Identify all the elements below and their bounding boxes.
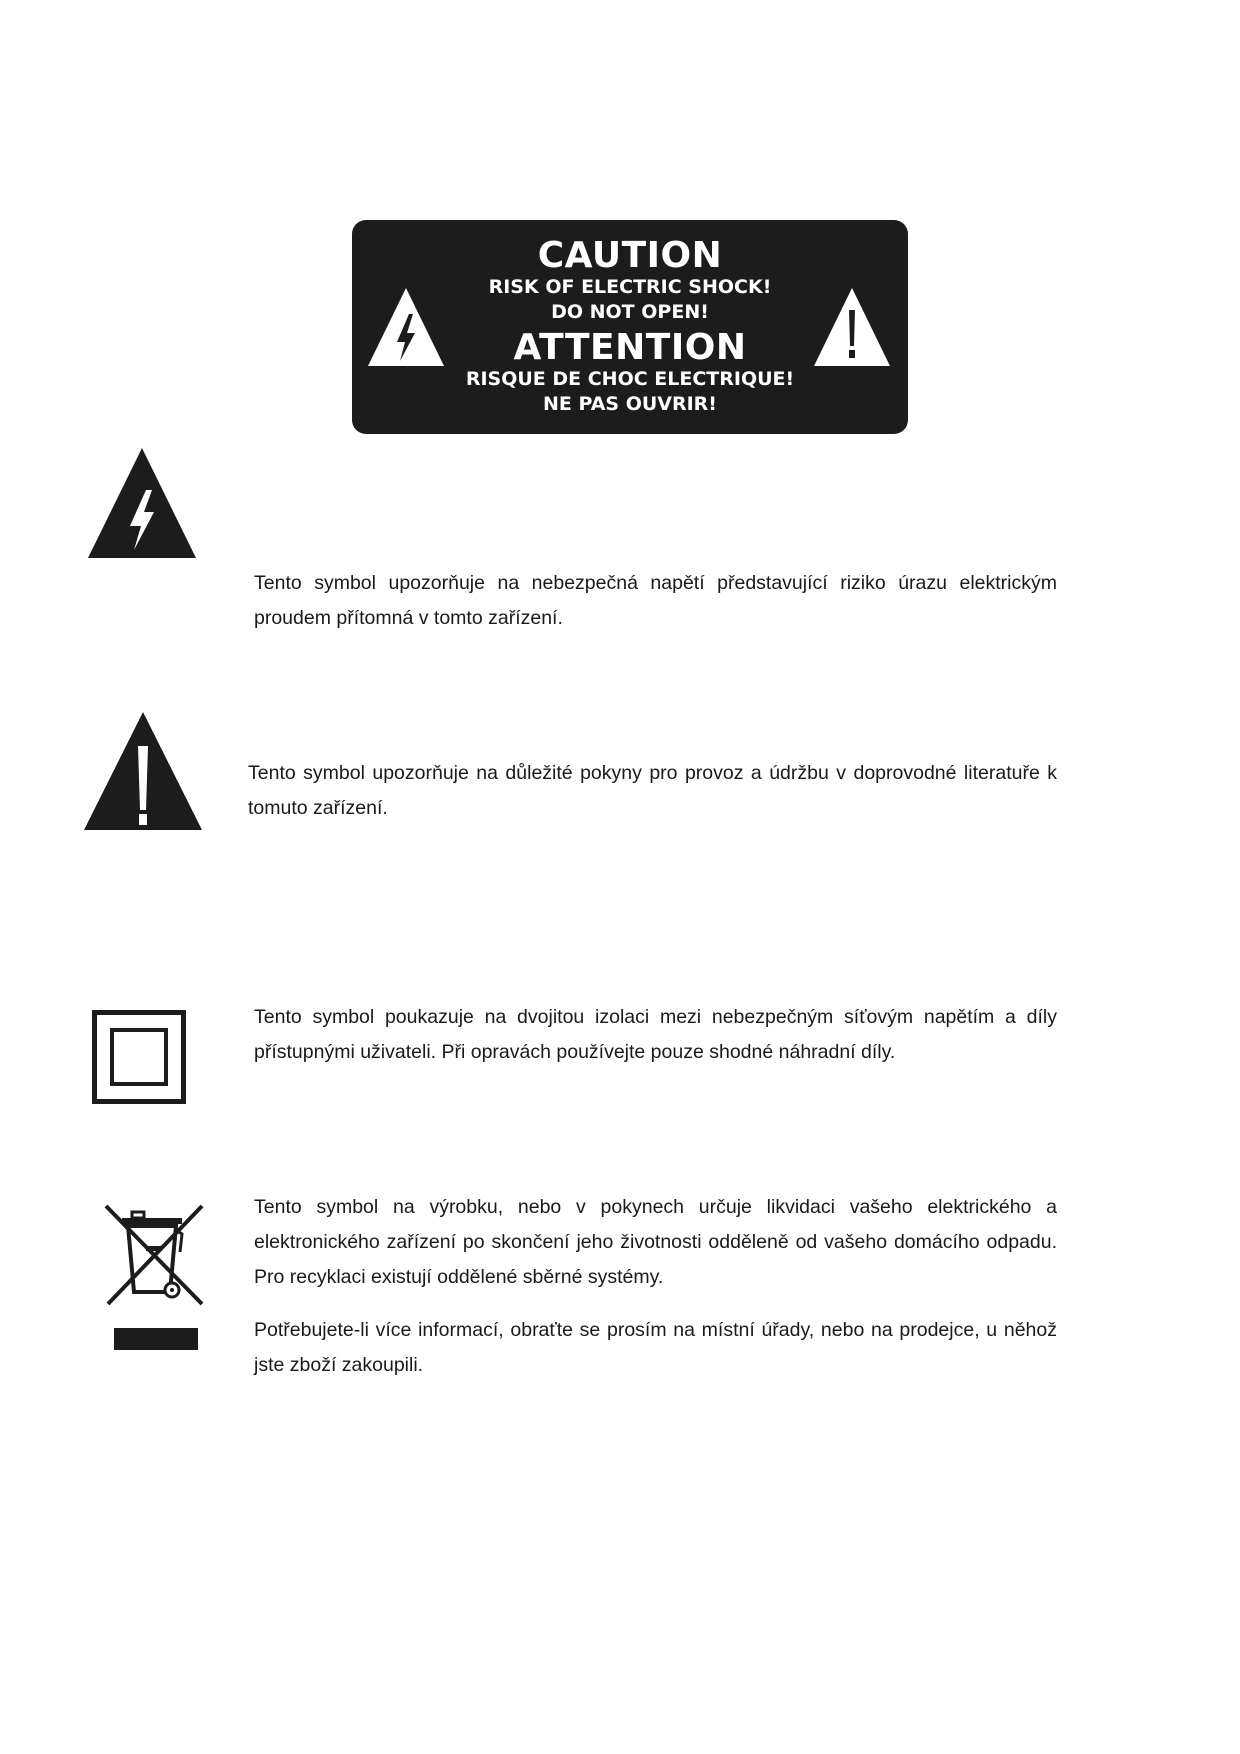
label-do-not-open: DO NOT OPEN!: [551, 301, 709, 323]
exclamation-warning-icon: [82, 710, 204, 832]
weee-more-info: Potřebujete-li více informací, obraťte se prosím na místní úřady, nebo na prodejce, u něhož jste zboží zakoupili.: [254, 1319, 1057, 1376]
exclamation-warning-icon: [812, 286, 892, 368]
crossed-out-bin-icon: [104, 1204, 206, 1354]
electric-shock-description: Tento symbol upozorňuje na nebezpečná napětí představující riziko úrazu elektrickým proudem přítomná v tomto zařízení.: [254, 572, 1057, 629]
double-insulation-description: Tento symbol poukazuje na dvojitou izolaci mezi nebezpečným síťovým napětím a díly přístupnými uživateli. Při opravách používejte pouze shodné náhradní díly.: [254, 1006, 1057, 1063]
electric-shock-warning-icon: [86, 446, 198, 560]
weee-description: Tento symbol na výrobku, nebo v pokynech určuje likvidaci vašeho elektrického a elektronického zařízení po skončení jeho životnosti odděleně od vašeho domácího odpadu. Pro recyklaci existují oddělené sběrné systémy.: [254, 1196, 1057, 1288]
label-caution-heading: CAUTION: [537, 235, 723, 276]
label-ne-pas-ouvrir: NE PAS OUVRIR!: [543, 393, 717, 415]
label-risque-text: RISQUE DE CHOC ELECTRIQUE!: [465, 368, 795, 390]
caution-label: [352, 220, 908, 434]
double-insulation-icon: [92, 1010, 186, 1104]
label-risk-text: RISK OF ELECTRIC SHOCK!: [488, 276, 772, 298]
instructions-description: Tento symbol upozorňuje na důležité pokyny pro provoz a údržbu v doprovodné literatuře k tomuto zařízení.: [248, 762, 1057, 819]
label-attention-heading: ATTENTION: [513, 327, 747, 368]
electric-shock-warning-icon: [366, 286, 446, 368]
